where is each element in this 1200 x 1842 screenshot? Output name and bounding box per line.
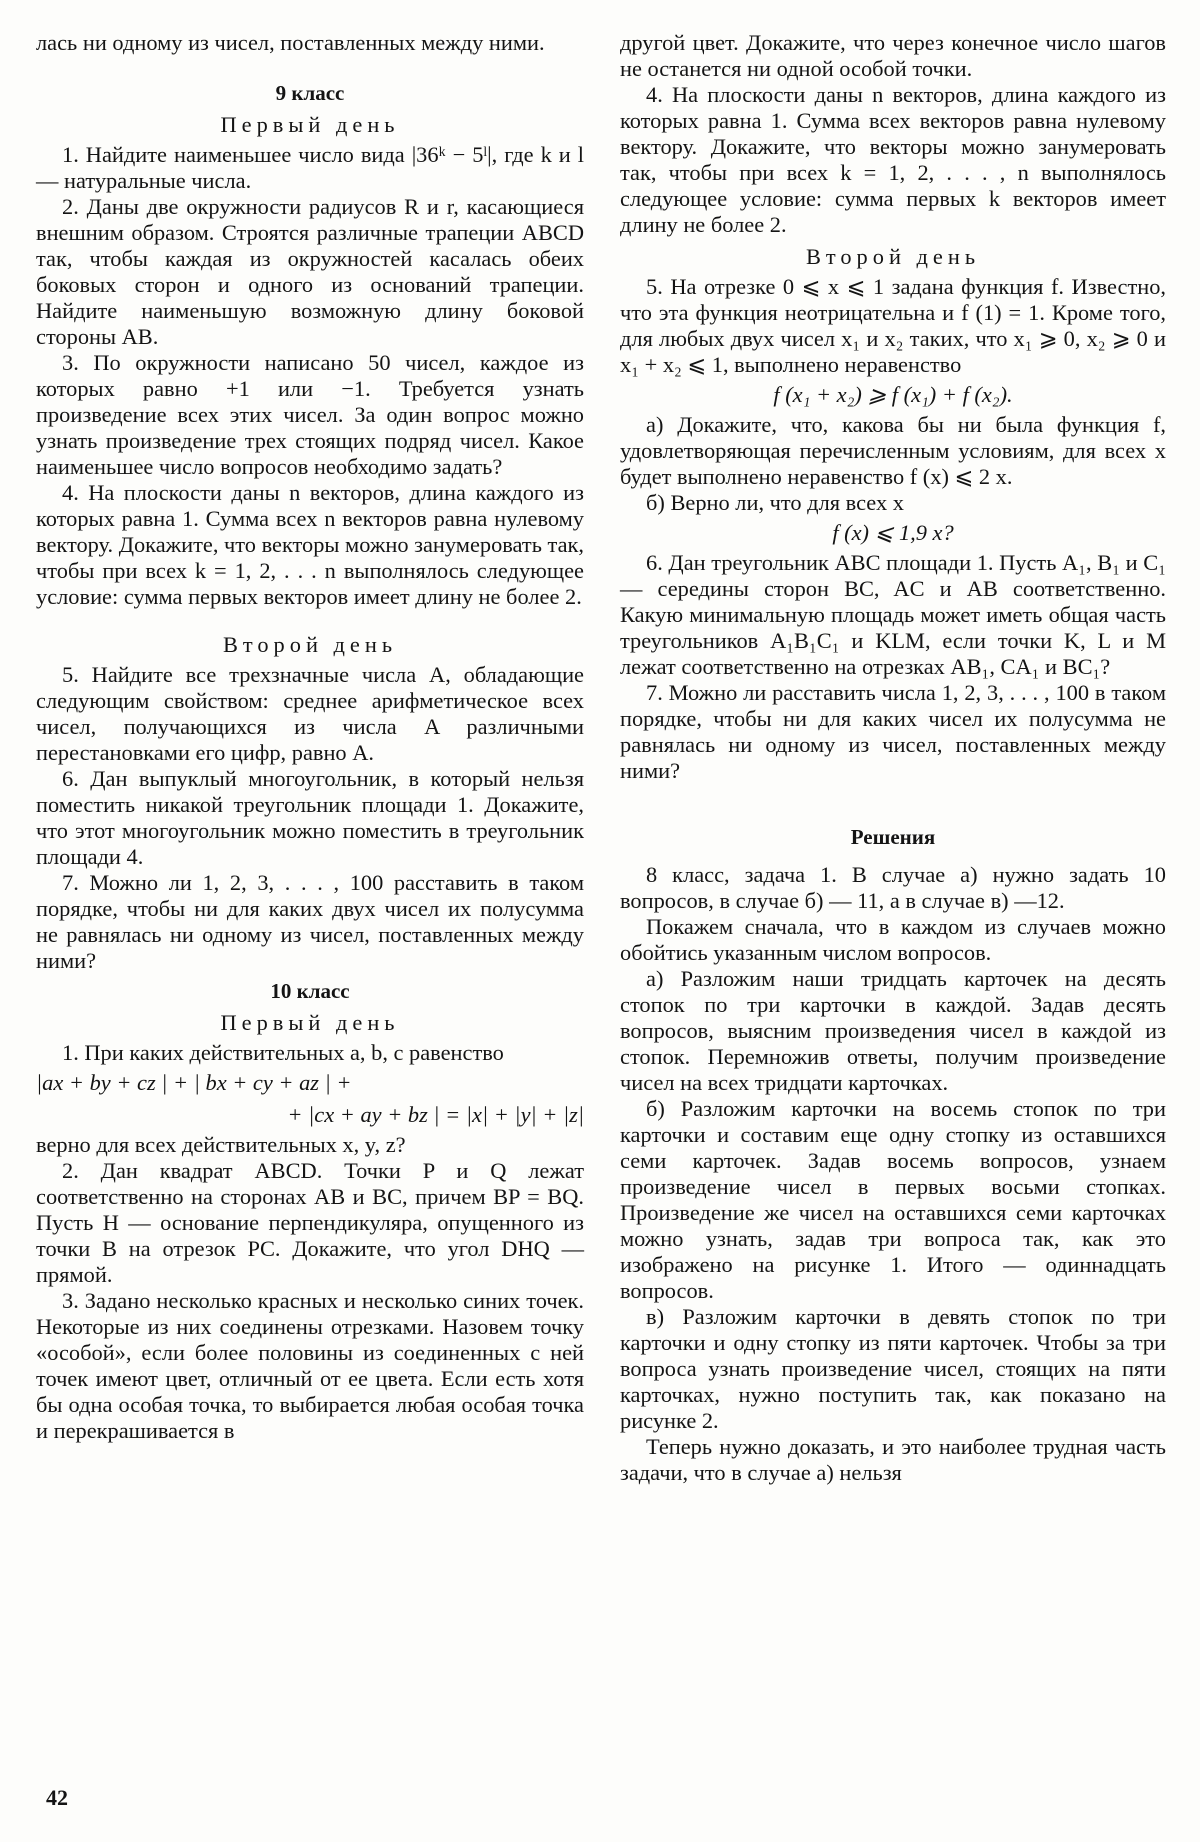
equation-line-1: |ax + by + cz | + | bx + cy + az | + (36, 1070, 352, 1095)
equation-line-2: + |cx + ay + bz | = |x| + |y| + |z| (287, 1102, 584, 1127)
problem-10-7: 7. Можно ли расставить числа 1, 2, 3, . . . , 100 в таком порядке, чтобы ни для каких чисел их полусумма не равнялась ни одному из чисел, поставленных между ними? (620, 680, 1166, 783)
solution-para-a: а) Разложим наши тридцать карточек на десять стопок по три карточки в каждой. Задав десять вопросов, выясним произведения чисел в каждой из стопок. Перемножив ответы, получим произведение чисел на всех тридцати карточках. (620, 966, 1166, 1095)
solution-intro: 8 класс, задача 1. В случае а) нужно задать 10 вопросов, в случае б) — 11, а в случае в) —12. (620, 862, 1166, 913)
solution-para-c: в) Разложим карточки в девять стопок по три карточки и одну стопку из пяти карточек. Чтобы за три вопроса узнать произведение чисел, стоящих на пяти карточках, нужно поступить так, как показано на рисунке 2. (620, 1304, 1166, 1433)
problem-10-5: 5. На отрезке 0 ⩽ x ⩽ 1 задана функция f. Известно, что эта функция неотрицательна и f (1) = 1. Кроме того, для любых двух чисел x₁ и x₂ таких, что x₁ ⩾ 0, x₂ ⩾ 0 и x₁ + x₂ ⩽ 1, выполнено неравенство (620, 274, 1166, 377)
problem-9-4: 4. На плоскости даны n векторов, длина каждого из которых равна 1. Сумма всех n векторов равна нулевому вектору. Докажите, что векторы можно занумеровать так, чтобы при всех k = 1, 2, . . . n выполнялось следующее условие: сумма первых векторов имеет длину не более 2. (36, 480, 584, 609)
problem-10-6: 6. Дан треугольник ABC площади 1. Пусть A₁, B₁ и C₁ — середины сторон BC, AC и AB соответственно. Какую минимальную площадь может иметь общая часть треугольников A₁B₁C₁ и KLM, если точки K, L и M лежат соответственно на отрезках AB₁, CA₁ и BC₁? (620, 550, 1166, 679)
problem-9-3: 3. По окружности написано 50 чисел, каждое из которых равно +1 или −1. Требуется узнать произведение всех этих чисел. За один вопрос можно узнать произведение трех стоящих подряд чисел. Какое наименьшее число вопросов необходимо задать? (36, 350, 584, 479)
day-2-heading-10: Второй день (805, 244, 981, 269)
problem-10-2: 2. Дан квадрат ABCD. Точки P и Q лежат соответственно на сторонах AB и BC, причем BP = BQ. Пусть H — основание перпендикуляра, опущенного из точки B на отрезок PC. Докажите, что угол DHQ — прямой. (36, 1158, 584, 1287)
problem-9-1: 1. Найдите наименьшее число вида |36ᵏ − 5ˡ|, где k и l — натуральные числа. (36, 142, 584, 193)
inequality: f (x₁ + x₂) ⩾ f (x₁) + f (x₂). (773, 382, 1013, 407)
problem-10-4: 4. На плоскости даны n векторов, длина каждого из которых равна 1. Сумма всех векторов равна нулевому вектору. Докажите, что векторы можно занумеровать так, чтобы при всех k = 1, 2, . . . , n выполнялось следующее условие: сумма первых k векторов имеет длину не более 2. (620, 82, 1166, 237)
day-1-heading: Первый день (220, 112, 400, 137)
problem-9-5: 5. Найдите все трехзначные числа A, обладающие следующим свойством: среднее арифметическое всех чисел, получающихся из числа A различными перестановками его цифр, равно A. (36, 662, 584, 765)
day-2-heading: Второй день (222, 632, 398, 657)
grade-10-heading: 10 класс (270, 979, 350, 1003)
problem-10-5a: а) Докажите, что, какова бы ни была функция f, удовлетворяющая перечисленным условиям, для всех x будет выполнено неравенство f (x) ⩽ 2 x. (620, 412, 1166, 489)
problem-10-5b: б) Верно ли, что для всех x (646, 490, 904, 515)
day-1-heading-10: Первый день (220, 1010, 400, 1035)
continuation-text-right: другой цвет. Докажите, что через конечное число шагов не останется ни одной особой точки. (620, 30, 1166, 81)
problem-10-3: 3. Задано несколько красных и несколько синих точек. Некоторые из них соединены отрезками. Назовем точку «особой», если более половины из соединенных с ней точек имеют цвет, отличный от ее цвета. Если есть хотя бы одна особая точка, то выбирается любая особая точка и перекрашивается в (36, 1288, 584, 1443)
problem-9-7: 7. Можно ли 1, 2, 3, . . . , 100 расставить в таком порядке, чтобы ни для каких двух чисел их полусумма не равнялась ни одному из чисел, поставленных между ними? (36, 870, 584, 973)
problem-9-2: 2. Даны две окружности радиусов R и r, касающиеся внешним образом. Строятся различные трапеции ABCD так, чтобы каждая из окружностей касалась обеих боковых сторон и одного из оснований трапеции. Найдите наименьшую возможную длину боковой стороны AB. (36, 194, 584, 349)
problem-10-1-end: верно для всех действительных x, y, z? (36, 1132, 406, 1157)
problem-10-1: 1. При каких действительных a, b, c равенство (62, 1040, 504, 1065)
problem-9-6: 6. Дан выпуклый многоугольник, в который нельзя поместить никакой треугольник площади 1. Докажите, что этот многоугольник можно поместить в треугольник площади 4. (36, 766, 584, 869)
page-number: 42 (46, 1785, 68, 1810)
inequality-b: f (x) ⩽ 1,9 x? (832, 520, 954, 545)
solutions-heading: Решения (850, 825, 936, 849)
solution-para-b: б) Разложим карточки на восемь стопок по три карточки и составим еще одну стопку из оставшихся семи карточек. Задав восемь вопросов, узнаем произведение чисел в первых восьми стопках. Произведение же чисел на оставшихся семи карточках можно узнать, задав три вопроса так, как это изображено на рисунке 1. Итого — одиннадцать вопросов. (620, 1096, 1166, 1303)
left-column (36, 30, 584, 1444)
solution-para-1: Покажем сначала, что в каждом из случаев можно обойтись указанным числом вопросов. (620, 914, 1166, 965)
solution-para-final: Теперь нужно доказать, и это наиболее трудная часть задачи, что в случае а) нельзя (620, 1434, 1166, 1485)
continuation-text: лась ни одному из чисел, поставленных между ними. (36, 30, 545, 55)
grade-9-heading: 9 класс (275, 81, 345, 105)
right-column (620, 30, 1166, 1486)
